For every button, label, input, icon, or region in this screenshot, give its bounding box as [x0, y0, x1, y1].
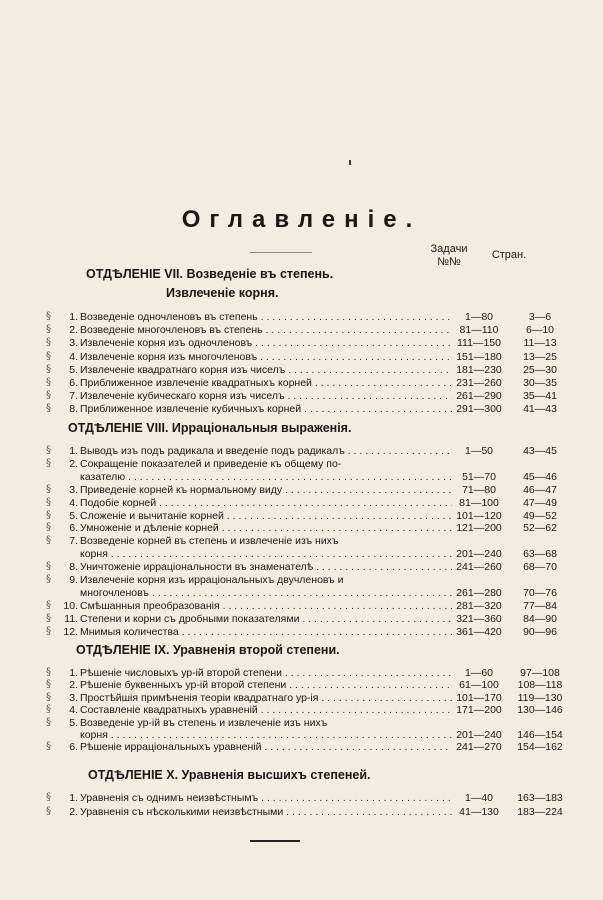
entry-number: 5.: [69, 716, 78, 729]
toc-entry: [46, 574, 546, 586]
entry-title: Извлеченіе кубическаго корня изъ чиселъ . . .: [80, 390, 452, 402]
entry-problems: 201—240: [456, 548, 502, 561]
entry-pages: 41—43: [523, 403, 557, 416]
entry-pages: 46—47: [523, 483, 557, 496]
section-sign: §: [46, 363, 51, 375]
toc-entry: [46, 483, 557, 496]
entry-title: Извлеченіе корня изъ одночленовъ . . .: [80, 337, 452, 349]
toc-entry: [46, 717, 546, 729]
ink-mark: [349, 160, 351, 165]
section-sign: §: [46, 522, 51, 534]
entry-problems: 1—60: [464, 667, 494, 679]
entry-title: корня . . .: [80, 729, 452, 741]
entry-problems: 121—200: [456, 522, 502, 535]
entry-problems: 241—260: [456, 561, 502, 574]
entry-number: 8.: [69, 561, 78, 574]
section-sign: §: [46, 792, 51, 803]
entry-title: Степени и корни съ дробными показателями . . .: [80, 613, 452, 625]
toc-entry: [46, 625, 557, 638]
toc-entry: [46, 599, 557, 612]
section-heading: ОТДѢЛЕНІЕ X. Уравненія высшихъ степеней.: [88, 768, 371, 782]
entry-title: Составленіе квадратныхъ уравненій . . .: [80, 704, 452, 716]
section-sign: §: [46, 496, 51, 508]
entry-problems: 231—260: [456, 377, 502, 389]
entry-problems: 291—300: [456, 403, 502, 416]
entry-problems: 51—70: [462, 470, 496, 483]
entry-pages: 11—13: [523, 337, 557, 350]
entry-number: 2.: [69, 457, 78, 470]
entry-number: 4.: [69, 704, 78, 717]
entry-pages: 146—154: [517, 729, 563, 741]
toc-entry: [46, 522, 557, 535]
entry-pages: 154—162: [517, 741, 563, 754]
section-sign: §: [46, 457, 51, 469]
entry-number: 11.: [64, 612, 78, 625]
entry-number: 3.: [69, 691, 78, 704]
entry-pages: 84—90: [523, 612, 557, 625]
entry-pages: 70—76: [523, 586, 557, 599]
section-sign: §: [46, 716, 51, 728]
entry-pages: 47—49: [523, 496, 557, 509]
entry-title: Мнимыя количества . . .: [80, 626, 452, 638]
entry-pages: 183—224: [517, 805, 563, 818]
section-sign: §: [46, 599, 51, 611]
toc-entry: [46, 496, 557, 509]
page-title: Оглавленіе.: [181, 206, 422, 233]
entry-number: 4.: [69, 496, 78, 509]
entry-title: Смѣшанныя преобразованія . . .: [80, 600, 452, 612]
section-sign: §: [46, 337, 51, 349]
entry-pages: 45—46: [523, 470, 557, 483]
entry-pages: 130—146: [517, 704, 563, 717]
entry-problems: 201—240: [456, 729, 502, 741]
entry-problems: 41—130: [459, 805, 499, 818]
entry-number: 1.: [69, 792, 78, 804]
entry-pages: 97—108: [520, 667, 560, 679]
problems-header-line1: Задачи: [430, 243, 468, 255]
entry-title: Сложеніе и вычитаніе корней . . .: [80, 510, 452, 522]
problems-column-header: [420, 243, 478, 269]
toc-entry: [46, 535, 546, 547]
entry-problems: 151—180: [456, 350, 502, 363]
entry-problems: 81—100: [459, 496, 499, 509]
entry-pages: 13—25: [523, 350, 557, 363]
toc-entry: [46, 586, 557, 599]
section-sign: §: [46, 574, 51, 585]
entry-problems: 101—170: [456, 691, 502, 704]
entry-title: многочленовъ . . .: [80, 587, 452, 599]
entry-title: Рѣшеніе буквенныхъ ур-ій второй степени . . .: [80, 679, 452, 691]
entry-pages: 49—52: [523, 509, 557, 522]
entry-problems: 181—230: [456, 363, 502, 376]
entry-pages: 108—118: [517, 679, 563, 692]
entry-pages: 6—10: [525, 324, 555, 337]
entry-title: Уравненія съ однимъ неизвѣстнымъ . . .: [80, 792, 452, 804]
entry-number: 4.: [69, 350, 78, 363]
entry-pages: 163—183: [517, 792, 563, 804]
section-sign: §: [46, 741, 51, 753]
entry-pages: 35—41: [523, 390, 557, 403]
entry-problems: 101—120: [456, 509, 502, 522]
toc-entry: [46, 350, 557, 363]
toc-entry: [46, 667, 560, 679]
entry-number: 6.: [69, 522, 78, 535]
toc-entry: [46, 377, 557, 389]
section-sign: §: [46, 535, 51, 547]
section-heading: ОТДѢЛЕНІЕ VII. Возведеніе въ степень.: [86, 267, 334, 281]
entry-problems: 321—360: [456, 612, 502, 625]
entry-title: Рѣшеніе ирраціональныхъ уравненій . . .: [80, 741, 452, 753]
section-sign: §: [46, 704, 51, 716]
entry-title: Извлеченіе корня изъ ирраціональныхъ двучленовъ и: [80, 574, 344, 586]
section-subheading: Извлеченіе корня.: [166, 286, 279, 300]
toc-entry: [46, 729, 563, 741]
entry-title: Рѣшеніе числовыхъ ур-ій второй степени . . .: [80, 667, 452, 679]
entry-problems: 1—80: [464, 311, 494, 323]
pages-column-header: Стран.: [491, 249, 527, 261]
toc-entry: [46, 679, 563, 692]
entry-number: 1.: [69, 445, 78, 457]
entry-pages: 52—62: [523, 522, 557, 535]
entry-number: 2.: [69, 805, 78, 818]
entry-number: 9.: [69, 574, 78, 586]
section-sign: §: [46, 311, 51, 322]
entry-title: Сокращеніе показателей и приведеніе къ общему по-: [80, 457, 342, 470]
entry-pages: 63—68: [523, 548, 557, 561]
entry-number: 3.: [69, 483, 78, 496]
toc-entry: [46, 390, 557, 403]
entry-problems: 81—110: [459, 324, 499, 337]
toc-entry: [46, 561, 557, 574]
toc-entry: [46, 458, 546, 470]
section-sign: §: [46, 324, 51, 336]
entry-title: Возведеніе ур-ій въ степень и извлеченіе изъ нихъ: [80, 716, 328, 729]
entry-number: 1.: [69, 667, 78, 679]
entry-pages: 119—130: [517, 691, 563, 704]
problems-header-line2: №№: [437, 256, 461, 268]
entry-title: Умноженіе и дѣленіе корней . . .: [80, 522, 452, 534]
entry-pages: 68—70: [523, 561, 557, 574]
entry-number: 1.: [69, 311, 78, 323]
entry-title: Подобіе корней . . .: [80, 497, 452, 509]
entry-number: 12.: [63, 625, 78, 638]
entry-problems: 171—200: [456, 704, 502, 717]
section-sign: §: [46, 350, 51, 362]
toc-entry: [46, 470, 557, 483]
entry-title: Приближенное извлеченіе квадратныхъ корней . . .: [80, 377, 452, 389]
entry-number: 7.: [69, 535, 78, 548]
section-sign: §: [46, 403, 51, 415]
entry-title: Извлеченіе квадратнаго корня изъ чиселъ . . .: [80, 364, 452, 376]
entry-title: Возведеніе корней въ степень и извлеченіе изъ нихъ: [80, 535, 339, 548]
entry-title: Выводъ изъ подъ радикала и введеніе подъ радикалъ . . .: [80, 445, 452, 457]
toc-entry: [46, 509, 557, 522]
entry-title: Уравненія съ нѣсколькими неизвѣстными . . .: [80, 806, 452, 818]
entry-number: 5.: [69, 509, 78, 522]
toc-entry: [46, 805, 563, 818]
toc-entry: [46, 311, 552, 323]
section-sign: §: [46, 691, 51, 703]
section-sign: §: [46, 561, 51, 573]
entry-title: корня . . .: [80, 548, 452, 560]
entry-number: 8.: [69, 403, 78, 416]
section-sign: §: [46, 445, 51, 456]
entry-number: 10.: [63, 599, 78, 612]
entry-number: 6.: [69, 741, 78, 754]
entry-problems: 261—290: [456, 390, 502, 403]
entry-title: Возведеніе одночленовъ въ степень . . .: [80, 311, 452, 323]
entry-problems: 361—420: [456, 625, 502, 638]
section-sign: §: [46, 483, 51, 495]
entry-problems: 1—40: [464, 792, 494, 804]
entry-pages: 43—45: [523, 445, 557, 457]
toc-entry: [46, 741, 563, 754]
entry-problems: 71—80: [462, 483, 496, 496]
entry-pages: 30—35: [523, 377, 557, 389]
entry-problems: 281—320: [456, 599, 502, 612]
section-sign: §: [46, 679, 51, 691]
entry-problems: 241—270: [456, 741, 502, 754]
section-sign: §: [46, 612, 51, 624]
entry-pages: 90—96: [523, 625, 557, 638]
entry-title: Извлеченіе корня изъ многочленовъ . . .: [80, 351, 452, 363]
entry-problems: 111—150: [457, 337, 501, 350]
entry-problems: 61—100: [459, 679, 499, 692]
title-rule: [250, 252, 312, 253]
section-sign: §: [46, 667, 51, 678]
entry-title: Уничтоженіе ирраціональности въ знаменателѣ . . .: [80, 561, 452, 573]
entry-pages: 77—84: [523, 599, 557, 612]
toc-entry: [46, 363, 557, 376]
entry-title: Простѣйшія примѣненія теоріи квадратнаго ур-ія . . .: [80, 692, 452, 704]
section-sign: §: [46, 509, 51, 521]
entry-pages: 25—30: [523, 363, 557, 376]
entry-number: 2.: [69, 324, 78, 337]
toc-entry: [46, 337, 557, 350]
toc-entry: [46, 612, 557, 625]
entry-number: 3.: [69, 337, 78, 350]
section-sign: §: [46, 390, 51, 402]
toc-entry: [46, 445, 557, 457]
toc-entry: [46, 324, 555, 337]
entry-title: казателю . . .: [80, 471, 452, 483]
section-heading: ОТДѢЛЕНІЕ IX. Уравненія второй степени.: [76, 643, 340, 657]
toc-entry: [46, 691, 563, 704]
toc-entry: [46, 792, 563, 804]
toc-entry: [46, 403, 557, 416]
entry-problems: 261—280: [456, 586, 502, 599]
section-sign: §: [46, 805, 51, 817]
entry-number: 2.: [69, 679, 78, 692]
section-heading: ОТДѢЛЕНІЕ VIII. Ирраціональныя выраженія.: [68, 421, 352, 435]
bottom-rule: [250, 840, 300, 842]
entry-title: Приближенное извлеченіе кубичныхъ корней . . .: [80, 403, 452, 415]
toc-entry: [46, 704, 563, 717]
section-sign: §: [46, 625, 51, 637]
entry-problems: 1—50: [464, 445, 494, 457]
entry-pages: 3—6: [528, 311, 552, 323]
entry-number: 7.: [69, 390, 78, 403]
toc-entry: [46, 548, 557, 561]
entry-title: Возведеніе многочленовъ въ степень . . .: [80, 324, 452, 336]
entry-title: Приведеніе корней къ нормальному виду . . .: [80, 484, 452, 496]
entry-number: 6.: [69, 377, 78, 389]
entry-number: 5.: [69, 363, 78, 376]
section-sign: §: [46, 377, 51, 388]
